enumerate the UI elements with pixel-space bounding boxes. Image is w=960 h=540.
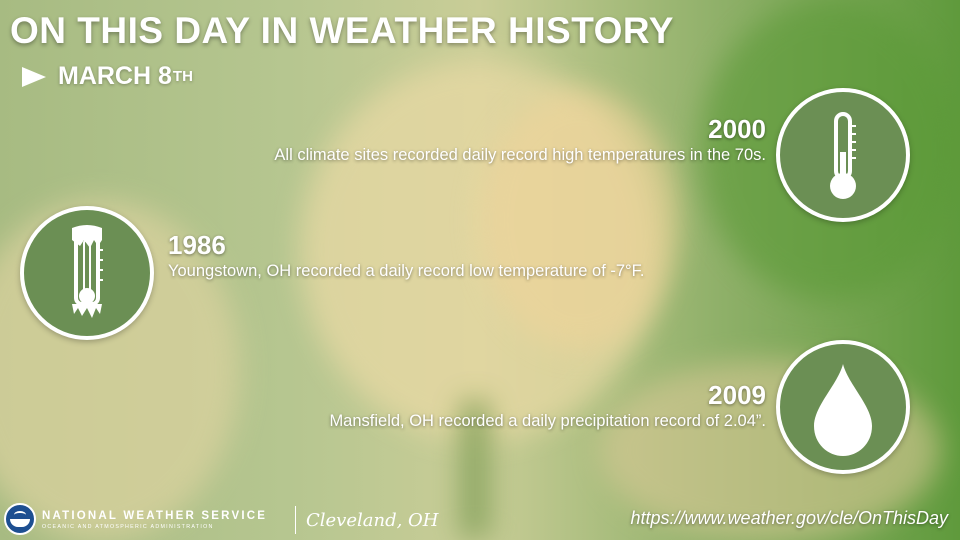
date-suffix: TH — [172, 68, 193, 85]
event-1986 — [168, 230, 644, 282]
raindrop-icon — [776, 340, 910, 474]
date-heading — [22, 62, 193, 91]
frozen-thermometer-icon — [20, 206, 154, 340]
event-2009 — [329, 380, 766, 432]
on-this-day-link[interactable]: https://www.weather.gov/cle/OnThisDay — [630, 508, 948, 528]
agency-name — [42, 510, 267, 530]
event-2000 — [274, 114, 766, 166]
event-year: 2000 — [708, 114, 766, 144]
date-text: MARCH 8 — [58, 62, 172, 90]
thermometer-icon — [776, 88, 910, 222]
play-arrow-icon — [22, 67, 46, 87]
event-year: 1986 — [168, 230, 226, 260]
agency-title: NATIONAL WEATHER SERVICE — [42, 510, 268, 522]
event-year: 2009 — [708, 380, 766, 410]
agency-subtitle: OCEANIC AND ATMOSPHERIC ADMINISTRATION — [42, 524, 214, 530]
event-description: All climate sites recorded daily record high temperatures in the 70s. — [274, 146, 766, 164]
office-name: Cleveland, OH — [306, 510, 439, 531]
footer-divider — [295, 506, 296, 534]
page-title: ON THIS DAY IN WEATHER HISTORY — [10, 10, 674, 51]
event-description: Youngstown, OH recorded a daily record low temperature of -7°F. — [168, 262, 645, 280]
noaa-logo — [4, 503, 36, 535]
event-description: Mansfield, OH recorded a daily precipitation record of 2.04”. — [329, 412, 766, 430]
